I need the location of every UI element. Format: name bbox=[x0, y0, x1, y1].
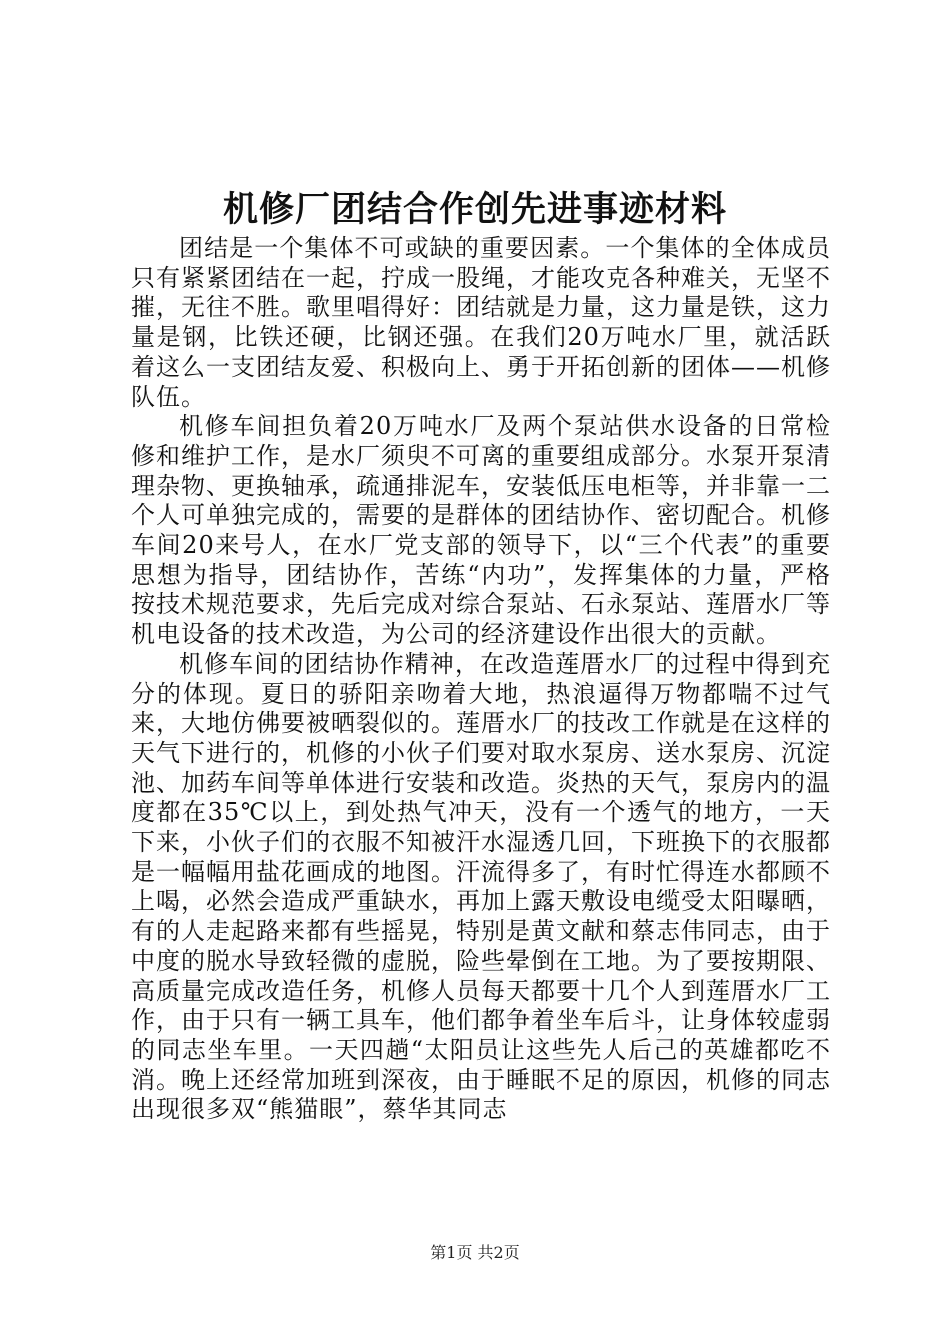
page-number: 第1页 bbox=[430, 1243, 473, 1262]
document-title: 机修厂团结合作创先进事迹材料 bbox=[222, 190, 727, 230]
document-body bbox=[131, 234, 831, 1125]
body-paragraph-1: 团结是一个集体不可或缺的重要因素。一个集体的全体成员只有紧紧团结在一起，拧成一股绳，才能攻克各种难关，无坚不摧，无往不胜。歌里唱得好：团结就是力量，这力量是铁，这力量是钢，比铁还硬，比钢还强。在我们20万吨水厂里，就活跃着这么一支团结友爱、积极向上、勇于开拓创新的团体——机修队伍。 bbox=[131, 234, 831, 411]
body-paragraph-2: 机修车间担负着20万吨水厂及两个泵站供水设备的日常检修和维护工作，是水厂须臾不可离的重要组成部分。水泵开泵清理杂物、更换轴承，疏通排泥车，安装低压电柜等，并非靠一二个人可单独完成的，需要的是群体的团结协作、密切配合。机修车间20来号人，在水厂党支部的领导下，以“三个代表”的重要思想为指导，团结协作，苦练“内功”，发挥集体的力量，严格按技术规范要求，先后完成对综合泵站、石永泵站、莲厝水厂等机电设备的技术改造，为公司的经济建设作出很大的贡献。 bbox=[131, 412, 831, 649]
page-total: 共2页 bbox=[477, 1243, 520, 1262]
body-paragraph-3: 机修车间的团结协作精神，在改造莲厝水厂的过程中得到充分的体现。夏日的骄阳亲吻着大地，热浪逼得万物都喘不过气来，大地仿佛要被晒裂似的。莲厝水厂的技改工作就是在这样的天气下进行的，机修的小伙子们要对取水泵房、送水泵房、沉淀池、加药车间等单体进行安装和改造。炎热的天气，泵房内的温度都在35℃以上，到处热气冲天，没有一个透气的地方，一天下来，小伙子们的衣服不知被汗水湿透几回，下班换下的衣服都是一幅幅用盐花画成的地图。汗流得多了，有时忙得连水都顾不上喝，必然会造成严重缺水，再加上露天敷设电缆受太阳曝晒，有的人走起路来都有些摇晃，特别是黄文献和蔡志伟同志，由于中度的脱水导致轻微的虚脱，险些晕倒在工地。为了要按期限、高质量完成改造任务，机修人员每天都要十几个人到莲厝水厂工作，由于只有一辆工具车，他们都争着坐车后斗，让身体较虚弱的同志坐车里。一天四趟“太阳员让这些先人后己的英雄都吃不消。晚上还经常加班到深夜，由于睡眠不足的原因，机修的同志出现很多双“熊猫眼”，蔡华其同志 bbox=[131, 649, 831, 1124]
page-footer bbox=[0, 1242, 950, 1264]
